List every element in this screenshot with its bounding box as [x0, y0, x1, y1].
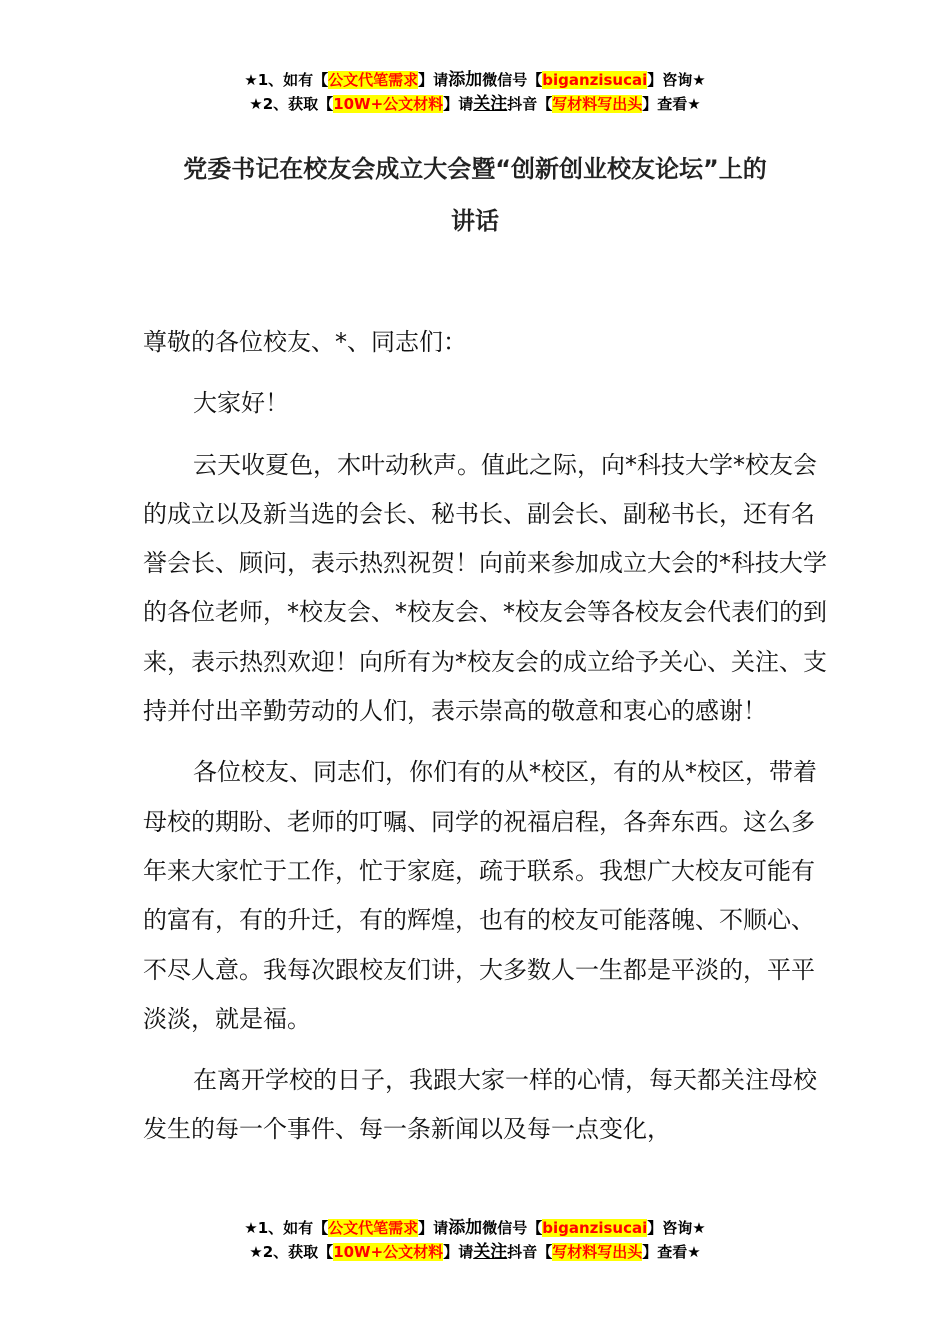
promo-line-2: ★2、获取【10W+公文材料】请关注抖音【写材料写出头】查看★: [249, 94, 701, 114]
salutation: 尊敬的各位校友、*、同志们：: [143, 328, 467, 356]
body-paragraph: 在离开学校的日子，我跟大家一样的心情，每天都关注母校发生的每一个事件、每一条新闻以及每一点变化，: [143, 1066, 817, 1144]
douyin-account: 写材料写出头: [552, 1243, 643, 1261]
title-line-2: 讲话: [451, 207, 499, 235]
body-paragraph: 各位校友、同志们，你们有的从*校区，有的从*校区，带着母校的期盼、老师的叮嘱、同学的祝福启程，各奔东西。这么多年来大家忙于工作，忙于家庭，疏于联系。我想广大校友可能有的富有，有的升迁，有的辉煌，也有的校友可能落魄、不顺心、不尽人意。我每次跟校友们讲，大多数人一生都是平淡的，平平淡淡，就是福。: [143, 758, 817, 1033]
promo-highlight: 10W+公文材料: [333, 1243, 444, 1261]
promo-line-1: ★1、如有【公文代笔需求】请添加微信号【biganzisucai】咨询★: [244, 1218, 706, 1238]
promo-line-2: ★2、获取【10W+公文材料】请关注抖音【写材料写出头】查看★: [249, 1242, 701, 1262]
promo-highlight: 10W+公文材料: [333, 95, 444, 113]
promo-highlight: 公文代笔需求: [328, 1219, 419, 1237]
document-title: [100, 143, 850, 247]
title-line-1: 党委书记在校友会成立大会暨“创新创业校友论坛”上的: [183, 155, 767, 183]
header-promo-banner: [0, 68, 950, 116]
promo-line-1: ★1、如有【公文代笔需求】请添加微信号【biganzisucai】咨询★: [244, 70, 706, 90]
promo-highlight: 公文代笔需求: [328, 71, 419, 89]
douyin-account: 写材料写出头: [552, 95, 643, 113]
wechat-id: biganzisucai: [542, 1219, 648, 1237]
greeting: 大家好！: [193, 389, 289, 418]
wechat-id: biganzisucai: [542, 71, 648, 89]
body-paragraph: 云天收夏色，木叶动秋声。值此之际，向*科技大学*校友会的成立以及新当选的会长、秘书长、副会长、副秘书长，还有名誉会长、顾问，表示热烈祝贺！向前来参加成立大会的*科技大学的各位老师，*校友会、*校友会、*校友会等各校友会代表们的到来，表示热烈欢迎！向所有为*校友会的成立给予关心、关注、支持并付出辛勤劳动的人们，表示崇高的敬意和衷心的感谢！: [143, 450, 827, 726]
footer-promo-banner: [0, 1216, 950, 1264]
document-body: [143, 318, 833, 1167]
